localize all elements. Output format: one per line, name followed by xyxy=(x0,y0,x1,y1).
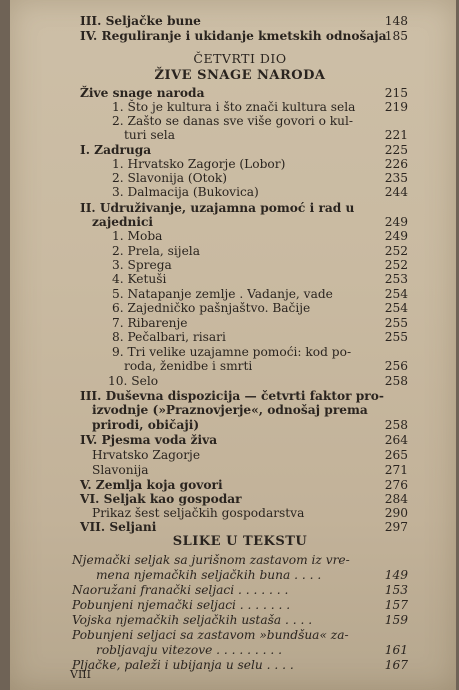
toc-item-seljacke-bune xyxy=(80,14,201,28)
toc-entry: roda, ženidbe i smrti xyxy=(124,359,253,373)
toc-entry-page: 297 xyxy=(384,520,408,534)
toc-entry: Hrvatsko Zagorje xyxy=(92,448,201,462)
toc-entry: IV. Pjesma voda živa xyxy=(80,433,218,447)
toc-entry-page: 290 xyxy=(384,506,408,520)
toc-entry-page: 254 xyxy=(384,301,408,315)
page-number: VIII xyxy=(70,668,91,681)
image-caption: Naoružani franački seljaci . . . . . . . xyxy=(72,583,289,597)
toc-entry-page: 252 xyxy=(384,244,408,258)
toc-entry: turi sela xyxy=(124,128,175,142)
toc-entry: prirodi, običaji) xyxy=(92,418,200,432)
toc-entry-page: 253 xyxy=(384,272,408,286)
toc-entry-page: 225 xyxy=(384,143,408,157)
toc-entry: 9. Tri velike uzajamne pomoći: kod po- xyxy=(112,345,352,359)
toc-entry-page: 258 xyxy=(384,374,408,388)
toc-label: III. Seljačke bune xyxy=(80,14,201,28)
toc-entry: 2. Slavonija (Otok) xyxy=(112,171,228,185)
toc-entry-page: 249 xyxy=(384,229,408,243)
toc-entry-page: 226 xyxy=(384,157,408,171)
toc-page: 185 xyxy=(384,29,408,43)
toc-entry: 4. Ketuši xyxy=(112,272,167,286)
toc-entry-page: 244 xyxy=(384,185,408,199)
toc-entry-page: 271 xyxy=(384,463,408,477)
toc-entry-page: 219 xyxy=(384,100,408,114)
images-heading: SLIKE U TEKSTU xyxy=(172,534,308,549)
toc-entry: 1. Hrvatsko Zagorje (Lobor) xyxy=(112,157,286,171)
toc-entry-page: 256 xyxy=(384,359,408,373)
image-caption: Vojska njemačkih seljačkih ustaša . . . . xyxy=(72,613,313,627)
image-caption-page: 149 xyxy=(384,568,408,582)
toc-entry: 8. Pečalbari, risari xyxy=(112,330,226,344)
toc-entry: 2. Zašto se danas sve više govori o kul- xyxy=(112,114,354,128)
toc-entry: V. Zemlja koja govori xyxy=(80,478,223,492)
image-caption: robljavaju vitezove . . . . . . . . . xyxy=(96,643,283,657)
image-caption: Pobunjeni njemački seljaci . . . . . . . xyxy=(72,598,291,612)
toc-entry-page: 255 xyxy=(384,330,408,344)
toc-entry: 3. Dalmacija (Bukovica) xyxy=(112,185,259,199)
toc-entry-page: 284 xyxy=(384,492,408,506)
toc-entry-page: 258 xyxy=(384,418,408,432)
toc-entry-page: 235 xyxy=(384,171,408,185)
image-caption: Pobunjeni seljaci sa zastavom »bundšua« za- xyxy=(72,628,349,642)
image-caption-page: 157 xyxy=(384,598,408,612)
image-caption: Njemački seljak sa jurišnom zastavom iz vre- xyxy=(72,553,350,567)
toc-entry-page: 255 xyxy=(384,316,408,330)
toc-entry: 5. Natapanje zemlje . Vadanje, vade xyxy=(112,287,333,301)
toc-entry: 1. Što je kultura i što znači kultura sela xyxy=(112,100,356,114)
toc-entry-page: 264 xyxy=(384,433,408,447)
toc-entry: 2. Prela, sijela xyxy=(112,244,200,258)
toc-entry-page: 254 xyxy=(384,287,408,301)
toc-entry-page: 252 xyxy=(384,258,408,272)
toc-entry: 3. Sprega xyxy=(112,258,172,272)
book-page xyxy=(10,0,456,690)
toc-entry: VI. Seljak kao gospodar xyxy=(80,492,242,506)
toc-entry: III. Duševna dispozicija — četvrti faktor pro- xyxy=(80,389,384,403)
image-caption-page: 161 xyxy=(384,643,408,657)
toc-entry-page: 249 xyxy=(384,215,408,229)
toc-entry: II. Udruživanje, uzajamna pomoć i rad u xyxy=(80,201,355,215)
toc-entry: Prikaz šest seljačkih gospodarstva xyxy=(92,506,305,520)
toc-entry: 1. Moba xyxy=(112,229,163,243)
toc-entry-page: 265 xyxy=(384,448,408,462)
image-caption-page: 153 xyxy=(384,583,408,597)
toc-entry: zajednici xyxy=(92,215,154,229)
toc-entry-page: 221 xyxy=(384,128,408,142)
image-caption-page: 167 xyxy=(384,658,408,672)
toc-entry: Slavonija xyxy=(92,463,149,477)
image-caption: mena njemačkih seljačkih buna . . . . xyxy=(96,568,322,582)
toc-entry-page: 215 xyxy=(384,86,408,100)
toc-entry: I. Zadruga xyxy=(80,143,152,157)
part-title: ŽIVE SNAGE NARODA xyxy=(154,68,326,83)
image-caption-page: 159 xyxy=(384,613,408,627)
toc-item-reguliranje xyxy=(80,29,387,43)
toc-entry: izvodnje (»Praznovjerje«, odnošaj prema xyxy=(92,403,368,417)
toc-entry: VII. Seljani xyxy=(80,520,157,534)
toc-page: 148 xyxy=(384,14,408,28)
part-heading: ČETVRTI DIO xyxy=(193,51,287,66)
toc-label: IV. Reguliranje i ukidanje kmetskih odnošaja xyxy=(80,29,387,43)
toc-entry: 7. Ribarenje xyxy=(112,316,188,330)
toc-entry: 10. Selo xyxy=(108,374,159,388)
image-caption: Pljačke, paleži i ubijanja u selu . . . . xyxy=(72,658,294,672)
toc-entry: Žive snage naroda xyxy=(80,86,205,100)
toc-entry-page: 276 xyxy=(384,478,408,492)
toc-entry: 6. Zajedničko pašnjaštvo. Bačije xyxy=(112,301,311,315)
